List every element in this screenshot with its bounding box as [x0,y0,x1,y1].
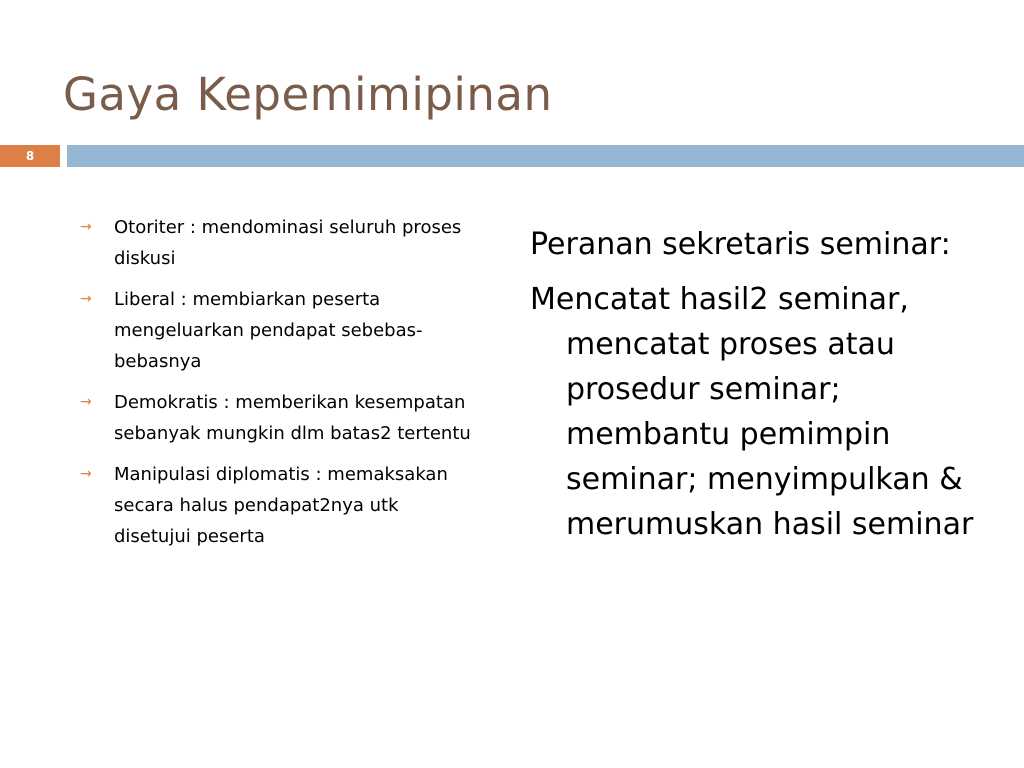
accent-bar [67,145,1024,167]
list-item [80,212,480,274]
leadership-styles-list [80,212,480,562]
list-item-text: Otoriter : mendominasi seluruh proses diskusi [114,217,462,269]
list-item [80,284,480,377]
slide-number-badge: 8 [0,145,60,167]
arrow-right-icon: → [80,291,92,307]
secretary-role-block [530,222,1000,557]
list-item-text: Manipulasi diplomatis : memaksakan secara halus pendapat2nya utk disetujui peserta [114,464,448,547]
arrow-right-icon: → [80,219,92,235]
paragraph-heading: Peranan sekretaris seminar: [530,227,951,262]
list-item-text: Demokratis : memberikan kesempatan sebanyak mungkin dlm batas2 tertentu [114,392,471,444]
list-item [80,459,480,552]
arrow-right-icon: → [80,394,92,410]
slide-title: Gaya Kepemimipinan [63,68,553,121]
list-item-text: Liberal : membiarkan peserta mengeluarkan pendapat sebebas-bebasnya [114,289,423,372]
paragraph-body: Mencatat hasil2 seminar, mencatat proses atau prosedur seminar; membantu pemimpin seminar; menyimpulkan & merumuskan hasil seminar [530,282,974,542]
list-item [80,387,480,449]
arrow-right-icon: → [80,466,92,482]
